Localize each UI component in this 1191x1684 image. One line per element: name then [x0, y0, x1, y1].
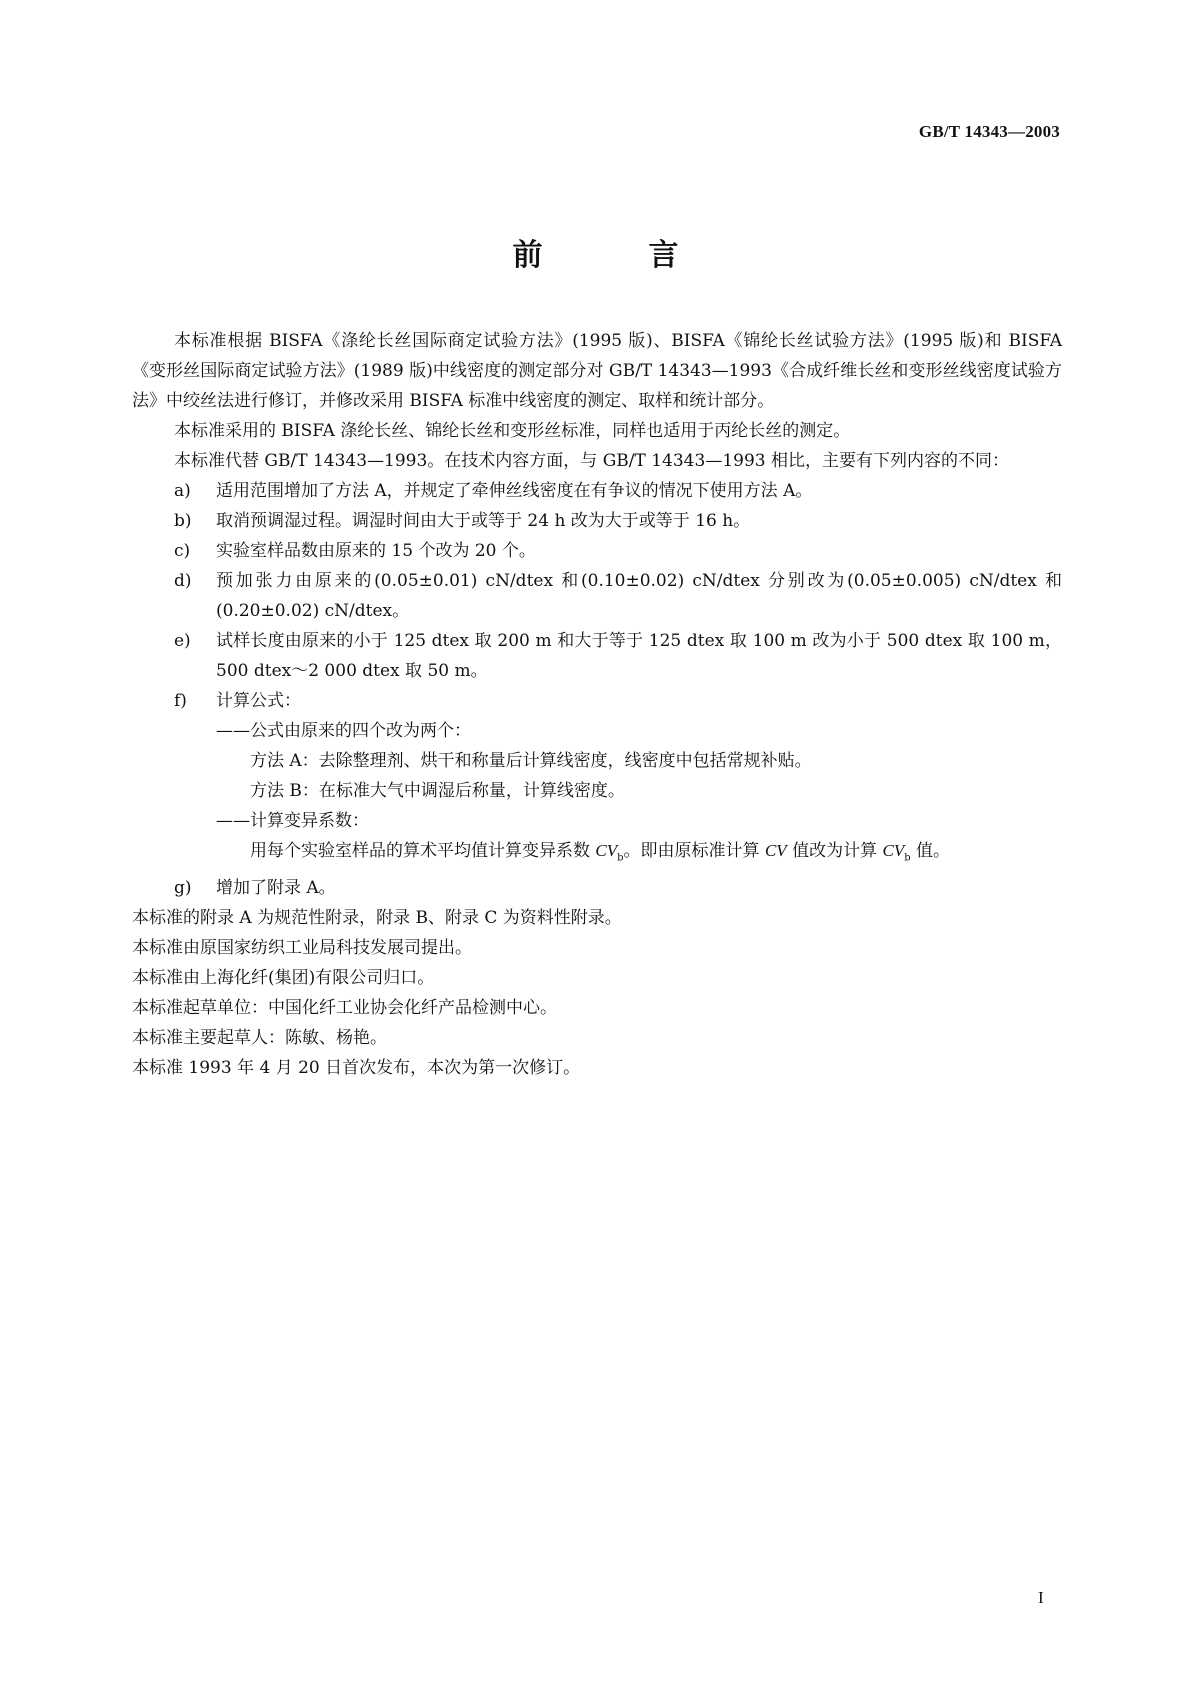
list-item [132, 506, 1062, 536]
closing-line: 本标准 1993 年 4 月 20 日首次发布，本次为第一次修订。 [132, 1058, 581, 1079]
list-item [132, 873, 1062, 903]
closing-line: 本标准的附录 A 为规范性附录，附录 B、附录 C 为资料性附录。 [132, 908, 622, 929]
cv-text-1: 用每个实验室样品的算术平均值计算变异系数 [250, 841, 596, 861]
list-item-label: e) [174, 631, 191, 651]
closing-line: 本标准由原国家纺织工业局科技发展司提出。 [132, 938, 472, 959]
cv-variable: CV [595, 841, 618, 860]
cv-subscript-3: b [904, 852, 911, 864]
list-item [132, 536, 1062, 566]
list-item-text: 取消预调湿过程。调湿时间由大于或等于 24 h 改为大于或等于 16 h。 [216, 511, 751, 531]
paragraph-2: 本标准采用的 BISFA 涤纶长丝、锦纶长丝和变形丝标准，同样也适用于丙纶长丝的测定。 [174, 421, 851, 441]
formula-dash-1: ——公式由原来的四个改为两个： [216, 721, 471, 741]
closing-line: 本标准主要起草人：陈敏、杨艳。 [132, 1028, 387, 1049]
list-item-text: 计算公式： [216, 691, 301, 711]
list-item [132, 626, 1062, 686]
list-item-text: 增加了附录 A。 [216, 878, 336, 899]
list-item-text: 实验室样品数由原来的 15 个改为 20 个。 [216, 541, 536, 561]
foreword-body [132, 326, 1062, 1083]
list-item-text: 适用范围增加了方法 A，并规定了牵伸丝线密度在有争议的情况下使用方法 A。 [216, 481, 813, 501]
list-item-label: b) [174, 511, 192, 531]
page-title: 前 言 [512, 238, 717, 273]
closing-line: 本标准起草单位：中国化纤工业协会化纤产品检测中心。 [132, 998, 557, 1019]
list-item-label: g) [174, 878, 192, 899]
cv-text-4: 值。 [910, 841, 951, 861]
list-item [132, 686, 1062, 716]
page-number: I [1038, 1588, 1044, 1607]
cv-variable-3: CV [882, 841, 905, 860]
standard-code: GB/T 14343—2003 [918, 122, 1060, 141]
list-item-text: 试样长度由原来的小于 125 dtex 取 200 m 和大于等于 125 dtex 取 100 m 改为小于 500 dtex 取 100 m，500 dtex～2 000 dtex 取 50 m。 [216, 631, 1062, 681]
list-item-label: d) [174, 571, 192, 591]
list-item-label: f) [174, 691, 187, 711]
cv-text-2: 。即由原标准计算 [623, 841, 765, 861]
list-item-text: 预加张力由原来的(0.05±0.01) cN/dtex 和(0.10±0.02) cN/dtex 分别改为(0.05±0.005) cN/dtex 和(0.20±0.02) cN/dtex。 [216, 571, 1062, 621]
formula-dash-2: ——计算变异系数： [216, 811, 369, 831]
list-item [132, 476, 1062, 506]
method-b: 方法 B：在标准大气中调湿后称量，计算线密度。 [250, 781, 625, 801]
cv-variable-2: CV [764, 841, 787, 860]
cv-description [132, 836, 1062, 873]
list-item-label: c) [174, 541, 191, 561]
closing-line: 本标准由上海化纤(集团)有限公司归口。 [132, 968, 435, 989]
paragraph-3: 本标准代替 GB/T 14343—1993。在技术内容方面，与 GB/T 14343—1993 相比，主要有下列内容的不同： [174, 451, 1009, 471]
paragraph-1: 本标准根据 BISFA《涤纶长丝国际商定试验方法》(1995 版)、BISFA《锦纶长丝试验方法》(1995 版)和 BISFA《变形丝国际商定试验方法》(1989 版)中线密度的测定部分对 GB/T 14343—1993《合成纤维长丝和变形丝线密度试验方法》中绞丝法进行修订，并修改采用 BISFA 标准中线密度的测定、取样和统计部分。 [132, 331, 1062, 411]
cv-text-3: 值改为计算 [786, 841, 883, 861]
cv-subscript: b [617, 852, 624, 864]
method-a: 方法 A：去除整理剂、烘干和称量后计算线密度，线密度中包括常规补贴。 [250, 751, 812, 771]
list-item-label: a) [174, 481, 191, 501]
list-item [132, 566, 1062, 626]
